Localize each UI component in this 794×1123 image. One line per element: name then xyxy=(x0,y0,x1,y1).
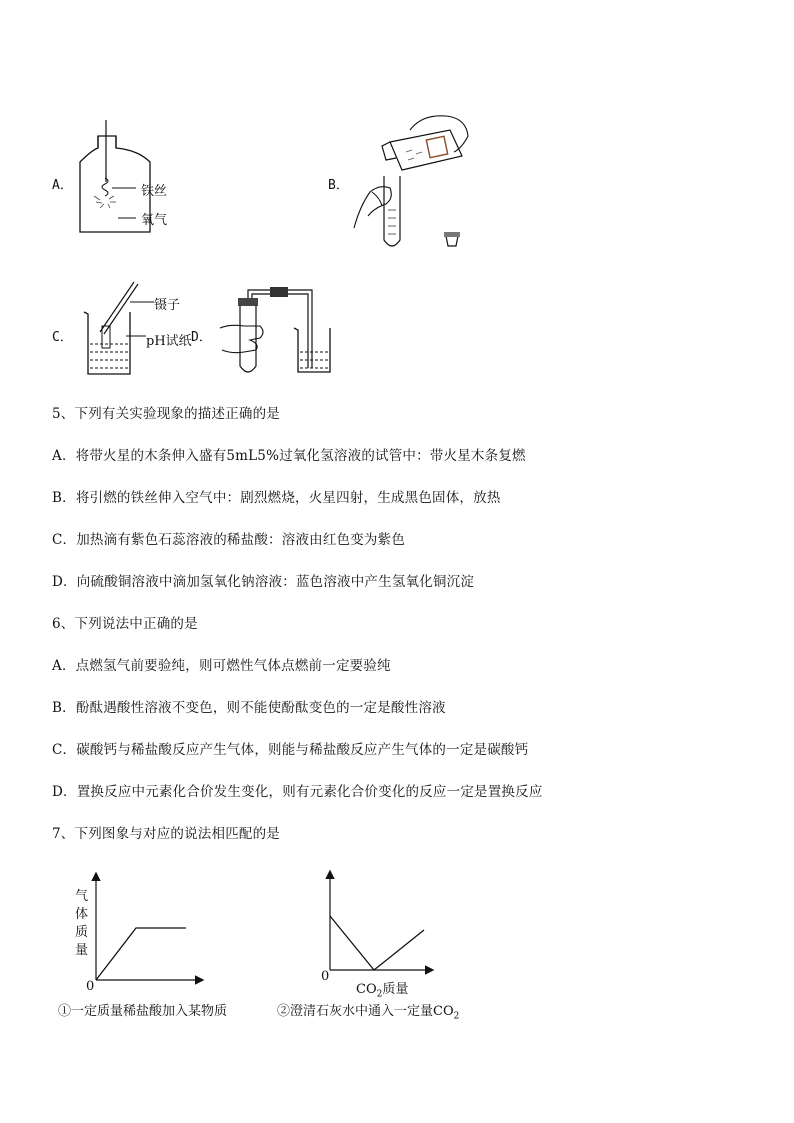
question-6-option-c: C．碳酸钙与稀盐酸反应产生气体，则能与稀盐酸反应产生气体的一定是碳酸钙 xyxy=(52,742,529,758)
graph-2-caption xyxy=(277,1000,459,1022)
graph-2-origin: 0 xyxy=(321,969,330,984)
question-6-option-a: A．点燃氢气前要验纯，则可燃性气体点燃前一定要验纯 xyxy=(52,658,391,674)
label-oxygen: 氧气 xyxy=(141,213,168,228)
graph-1-ylabel-char: 气 xyxy=(75,889,89,904)
graph-2-plot xyxy=(320,868,440,978)
question-6-stem: 6、下列说法中正确的是 xyxy=(52,616,198,632)
figure-a-letter: A． xyxy=(52,178,73,193)
graph-2-curve xyxy=(330,916,424,970)
graph-2-xlabel-main: CO xyxy=(356,982,377,997)
question-7-stem: 7、下列图象与对应的说法相匹配的是 xyxy=(52,826,280,842)
figure-d-letter: D． xyxy=(191,330,212,345)
graph-2-caption-main: ②澄清石灰水中通入一定量CO xyxy=(277,1004,454,1019)
label-ph-paper: pH试纸 xyxy=(146,334,192,349)
graph-1-ylabel-char: 量 xyxy=(75,943,89,958)
question-5-option-b: B．将引燃的铁丝伸入空气中：剧烈燃烧，火星四射，生成黑色固体，放热 xyxy=(52,490,501,506)
graph-1-origin: 0 xyxy=(86,979,95,994)
graph-2-xlabel-rest: 质量 xyxy=(382,982,409,997)
figure-b-letter: B． xyxy=(328,178,349,193)
graph-1-caption: ①一定质量稀盐酸加入某物质 xyxy=(58,1004,228,1019)
graph-1-plot xyxy=(90,870,210,986)
graph-1-ylabel xyxy=(75,888,89,960)
figure-c-letter: C． xyxy=(52,330,73,345)
question-5-option-d: D．向硫酸铜溶液中滴加氢氧化钠溶液：蓝色溶液中产生氢氧化铜沉淀 xyxy=(52,574,475,590)
question-6-option-b: B．酚酞遇酸性溶液不变色，则不能使酚酞变色的一定是酸性溶液 xyxy=(52,700,446,716)
question-6-option-d: D．置换反应中元素化合价发生变化，则有元素化合价变化的反应一定是置换反应 xyxy=(52,784,543,800)
label-iron-wire: 铁丝 xyxy=(141,184,168,199)
label-tweezers: 镊子 xyxy=(154,298,181,313)
graph-1-curve xyxy=(96,928,186,980)
question-5-stem: 5、下列有关实验现象的描述正确的是 xyxy=(52,406,280,422)
graph-2-xlabel-sub: 2 xyxy=(376,989,383,1000)
graph-1-ylabel-char: 质 xyxy=(75,925,89,940)
graph-2-xlabel xyxy=(356,978,408,1000)
figure-d-airtightness-check xyxy=(210,284,340,380)
figure-b-pouring-liquid xyxy=(350,108,480,256)
graph-2-caption-sub: 2 xyxy=(453,1011,460,1022)
question-5-option-c: C．加热滴有紫色石蕊溶液的稀盐酸：溶液由红色变为紫色 xyxy=(52,532,406,548)
graph-1-ylabel-char: 体 xyxy=(75,907,89,922)
question-5-option-a: A．将带火星的木条伸入盛有5mL5%过氧化氢溶液的试管中：带火星木条复燃 xyxy=(52,448,526,464)
